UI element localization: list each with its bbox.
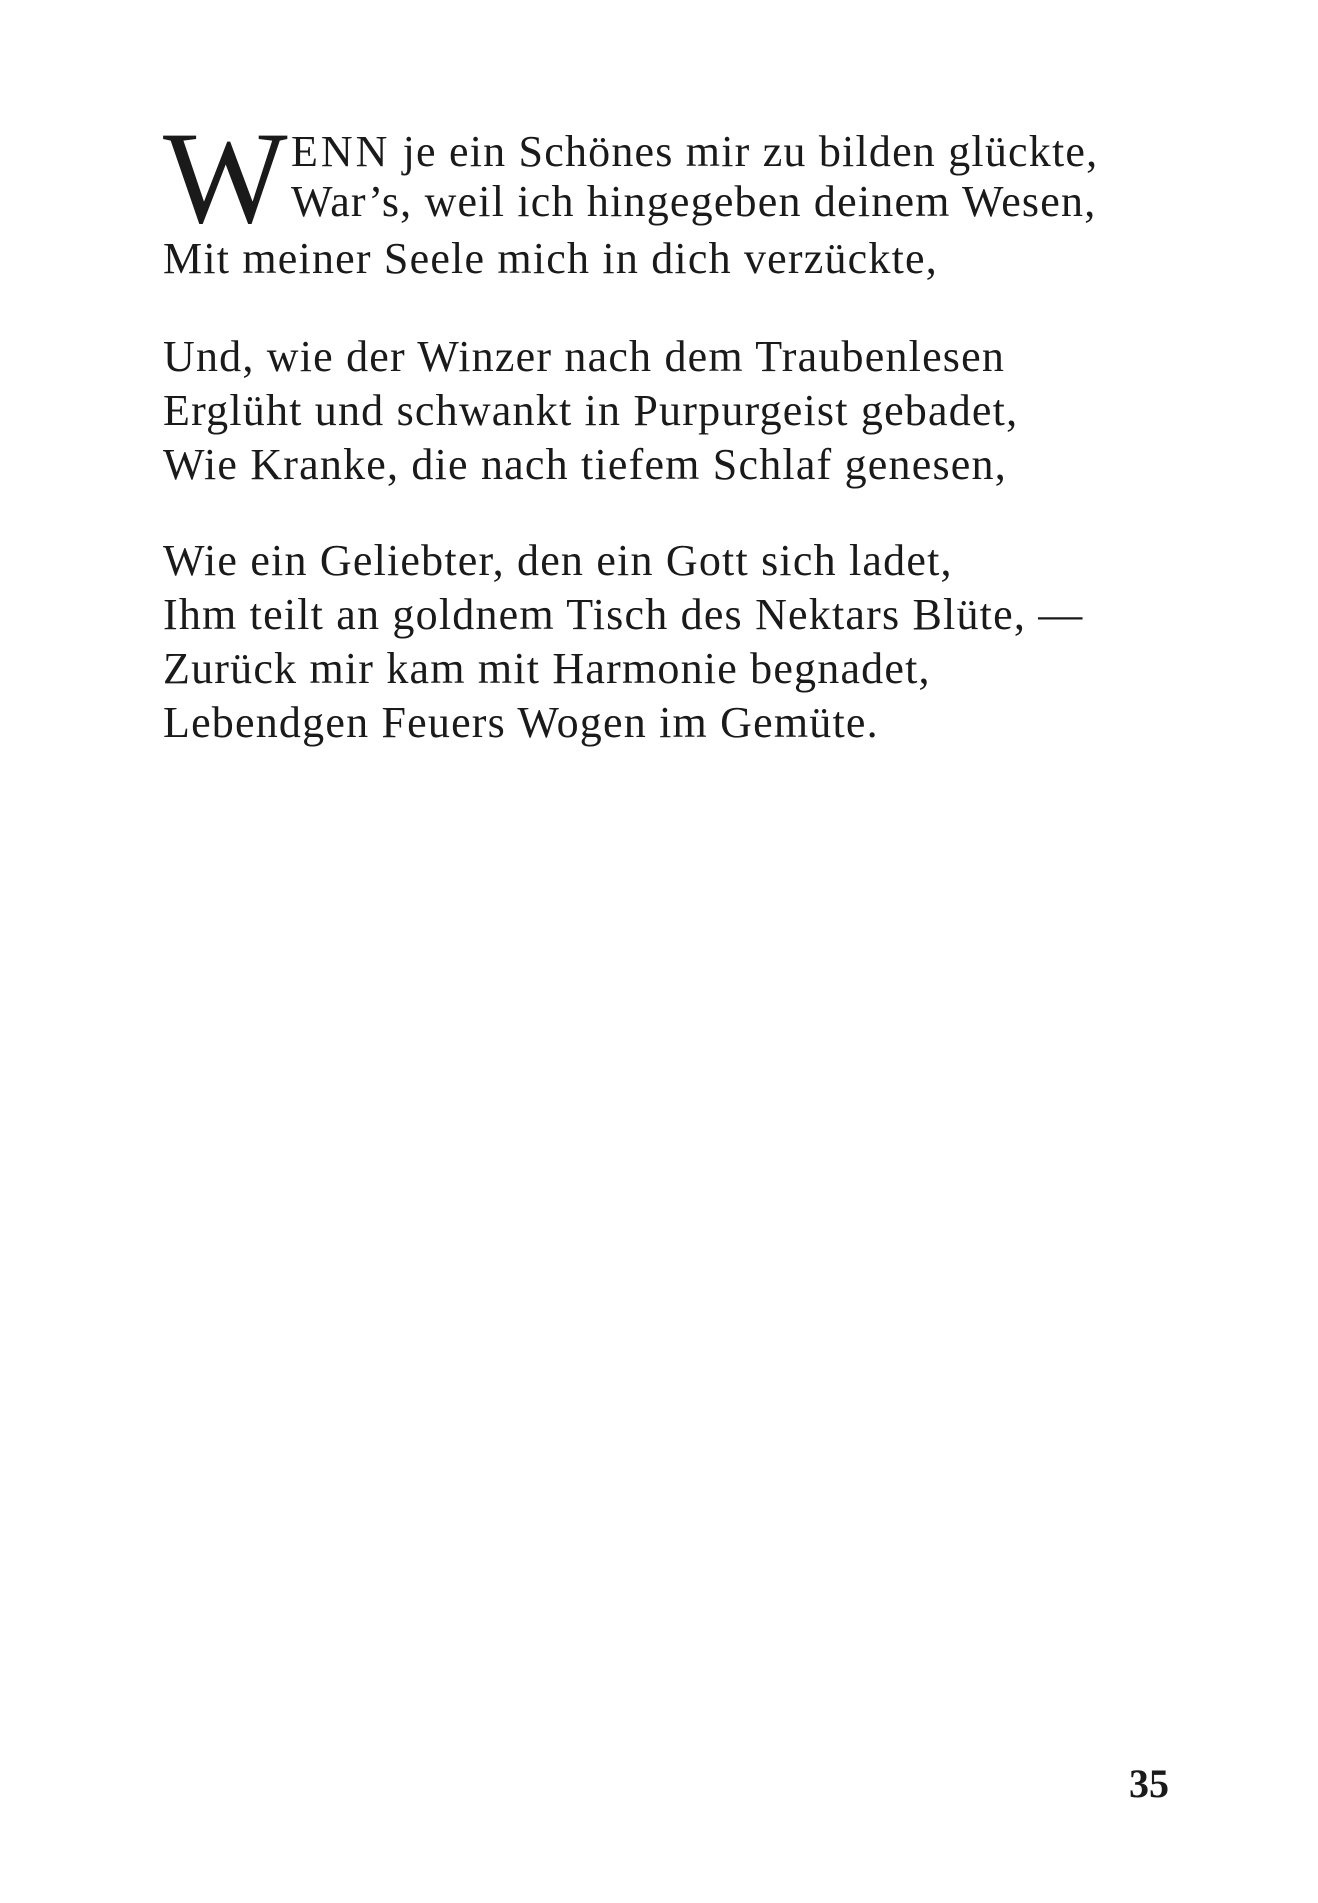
poem-line-9: Zurück mir kam mit Harmonie begnadet, [163,644,931,693]
poem-line-1 [291,127,1099,176]
first-word-small-caps: ENN [291,127,391,176]
poem-line-6: Wie Kranke, die nach tiefem Schlaf genesen, [163,440,1007,489]
poem-line-7: Wie ein Geliebter, den ein Gott sich ladet, [163,536,953,585]
poem-line-8: Ihm teilt an goldnem Tisch des Nektars Blüte, — [163,590,1084,639]
poem-line-1-rest: je ein Schönes mir zu bilden glückte, [390,127,1099,176]
poem-line-4: Und, wie der Winzer nach dem Traubenlesen [163,332,1006,381]
page-number: 35 [1129,1761,1169,1806]
poem-line-2: War’s, weil ich hingegeben deinem Wesen, [291,177,1097,226]
poem-line-10: Lebendgen Feuers Wogen im Gemüte. [163,698,879,747]
poem-line-3: Mit meiner Seele mich in dich verzückte, [163,234,938,283]
drop-cap: W [163,104,288,251]
poem-line-5: Erglüht und schwankt in Purpurgeist gebadet, [163,386,1019,435]
